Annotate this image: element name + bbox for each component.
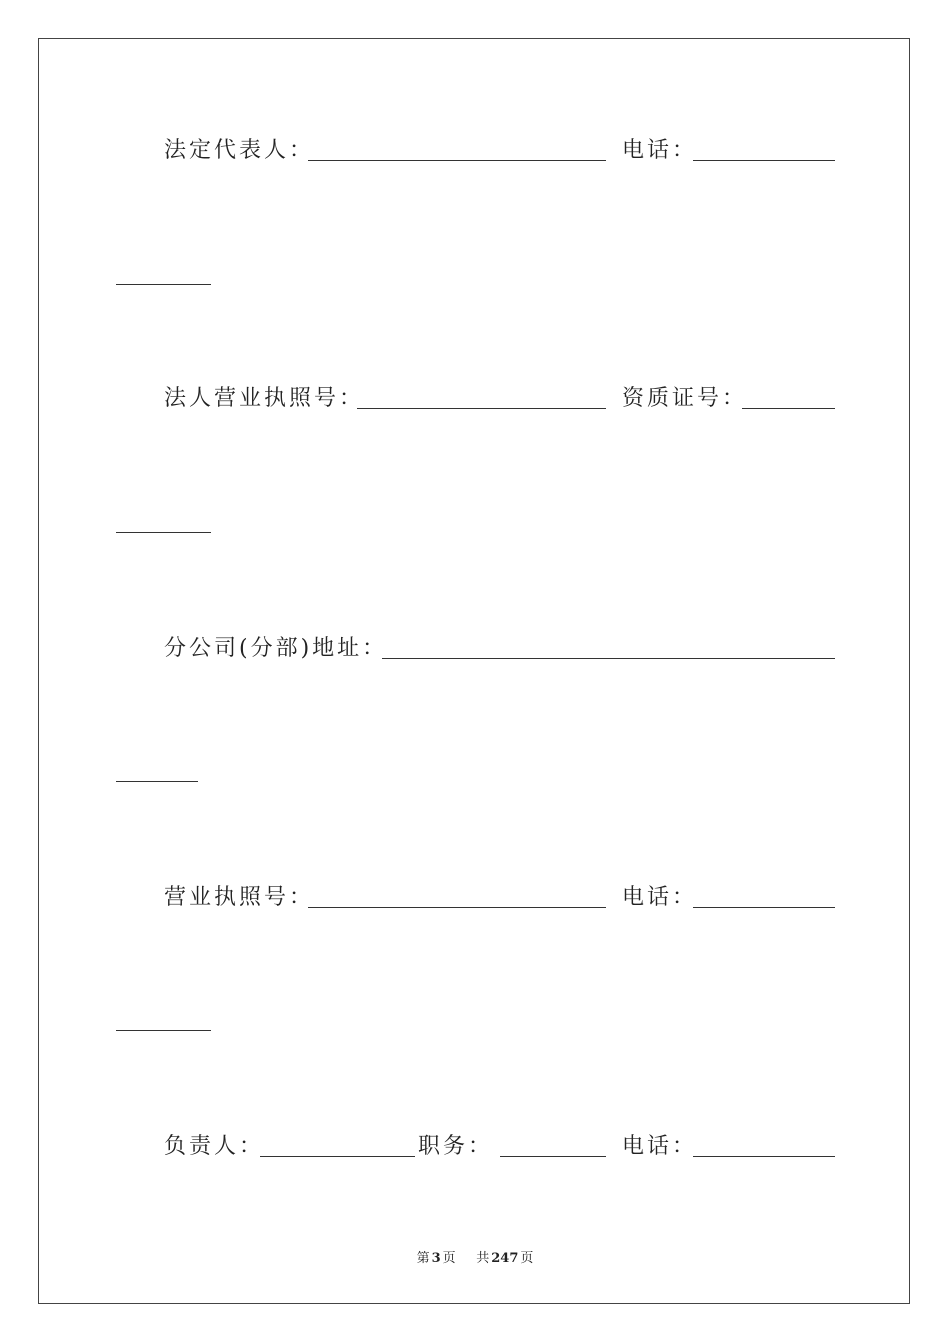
- qualification-field[interactable]: [742, 408, 835, 409]
- license-field[interactable]: [357, 408, 606, 409]
- branch-address-label: 分公司(分部)地址：: [164, 636, 388, 661]
- manager-field[interactable]: [260, 1156, 415, 1157]
- position-field[interactable]: [500, 1156, 606, 1157]
- current-page-suffix: 页: [442, 1251, 456, 1266]
- position-label: 职务：: [418, 1134, 494, 1159]
- legal-rep-field[interactable]: [308, 160, 606, 161]
- manager-label: 负责人：: [164, 1134, 265, 1159]
- phone-field-3[interactable]: [693, 1156, 835, 1157]
- business-license-field[interactable]: [308, 907, 606, 908]
- branch-address-field-continuation[interactable]: [116, 781, 198, 782]
- business-license-label: 营业执照号：: [164, 885, 315, 910]
- total-pages-number: 247: [491, 1251, 519, 1266]
- branch-address-field[interactable]: [382, 658, 835, 659]
- phone-field-2-continuation[interactable]: [116, 1030, 211, 1031]
- qualification-label: 资质证号：: [622, 386, 748, 411]
- qualification-field-continuation[interactable]: [116, 532, 211, 533]
- legal-rep-label: 法定代表人：: [164, 138, 315, 163]
- page-border: [38, 38, 910, 1304]
- phone-label-1: 电话：: [622, 138, 698, 163]
- phone-field-1-continuation[interactable]: [116, 284, 211, 285]
- license-label: 法人营业执照号：: [164, 386, 365, 411]
- phone-label-2: 电话：: [622, 885, 698, 910]
- current-page-number: 3: [431, 1251, 441, 1266]
- page-footer: [0, 1247, 950, 1266]
- current-page-prefix: 第: [416, 1251, 430, 1266]
- total-pages-suffix: 页: [520, 1251, 534, 1266]
- phone-label-3: 电话：: [622, 1134, 698, 1159]
- phone-field-2[interactable]: [693, 907, 835, 908]
- phone-field-1[interactable]: [693, 160, 835, 161]
- total-pages-prefix: 共: [476, 1251, 490, 1266]
